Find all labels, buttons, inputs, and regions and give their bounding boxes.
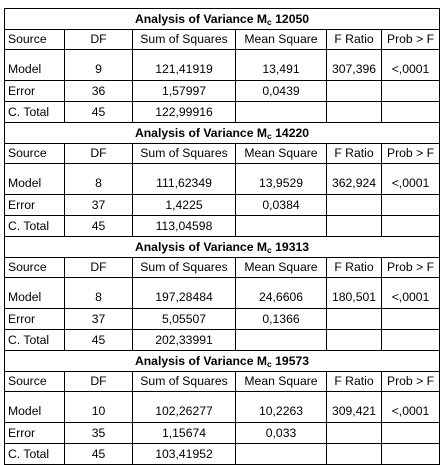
cell-source: C. Total — [5, 444, 65, 465]
cell-mean-square: 13,9529 — [236, 164, 327, 195]
model-row — [5, 50, 440, 81]
cell-mean-square — [236, 330, 327, 351]
cell-source: Error — [5, 309, 65, 330]
cell-source: Model — [5, 278, 65, 309]
cell-f-ratio — [327, 444, 382, 465]
cell-prob-f: <,0001 — [382, 50, 440, 81]
header-df: DF — [65, 372, 133, 392]
header-mean-square: Mean Square — [236, 30, 327, 50]
cell-prob-f — [382, 309, 440, 330]
cell-prob-f: <,0001 — [382, 164, 440, 195]
header-source: Source — [5, 30, 65, 50]
total-row — [5, 444, 440, 465]
cell-sum-of-squares: 113,04598 — [133, 216, 236, 237]
cell-prob-f — [382, 195, 440, 216]
cell-f-ratio — [327, 330, 382, 351]
cell-df: 8 — [65, 164, 133, 195]
cell-mean-square: 0,0384 — [236, 195, 327, 216]
title-prefix: Analysis of Variance M — [134, 239, 268, 254]
anova-title — [5, 351, 440, 372]
cell-df: 36 — [65, 81, 133, 102]
column-header-row — [5, 372, 440, 392]
cell-f-ratio: 307,396 — [327, 50, 382, 81]
anova-title — [5, 123, 440, 144]
header-prob-f: Prob > F — [382, 144, 440, 164]
cell-f-ratio — [327, 81, 382, 102]
anova-title — [5, 237, 440, 258]
model-row — [5, 164, 440, 195]
cell-f-ratio: 309,421 — [327, 392, 382, 423]
header-prob-f: Prob > F — [382, 30, 440, 50]
header-f-ratio: F Ratio — [327, 372, 382, 392]
cell-prob-f — [382, 216, 440, 237]
column-header-row — [5, 30, 440, 50]
error-row — [5, 195, 440, 216]
title-prefix: Analysis of Variance M — [134, 125, 268, 140]
cell-df: 35 — [65, 423, 133, 444]
error-row — [5, 81, 440, 102]
cell-df: 9 — [65, 50, 133, 81]
cell-prob-f: <,0001 — [382, 392, 440, 423]
title-subscript: c — [267, 130, 272, 141]
anova-title-row — [5, 123, 440, 144]
cell-df: 45 — [65, 216, 133, 237]
cell-prob-f — [382, 102, 440, 123]
header-sum-of-squares: Sum of Squares — [133, 372, 236, 392]
header-df: DF — [65, 30, 133, 50]
column-header-row — [5, 144, 440, 164]
model-row — [5, 392, 440, 423]
cell-sum-of-squares: 1,4225 — [133, 195, 236, 216]
cell-mean-square — [236, 444, 327, 465]
header-prob-f: Prob > F — [382, 372, 440, 392]
cell-mean-square: 0,1366 — [236, 309, 327, 330]
total-row — [5, 330, 440, 351]
error-row — [5, 309, 440, 330]
header-sum-of-squares: Sum of Squares — [133, 30, 236, 50]
column-header-row — [5, 258, 440, 278]
cell-mean-square: 0,033 — [236, 423, 327, 444]
title-prefix: Analysis of Variance M — [134, 353, 268, 368]
model-row — [5, 278, 440, 309]
cell-prob-f: <,0001 — [382, 278, 440, 309]
cell-mean-square: 10,2263 — [236, 392, 327, 423]
cell-sum-of-squares: 121,41919 — [133, 50, 236, 81]
header-sum-of-squares: Sum of Squares — [133, 144, 236, 164]
title-id: 14220 — [275, 125, 310, 140]
header-df: DF — [65, 258, 133, 278]
cell-sum-of-squares: 1,57997 — [133, 81, 236, 102]
anova-table — [4, 8, 440, 465]
cell-f-ratio — [327, 102, 382, 123]
header-mean-square: Mean Square — [236, 258, 327, 278]
anova-title-row — [5, 237, 440, 258]
cell-f-ratio — [327, 216, 382, 237]
header-mean-square: Mean Square — [236, 144, 327, 164]
cell-df: 37 — [65, 309, 133, 330]
cell-sum-of-squares: 1,15674 — [133, 423, 236, 444]
anova-title — [5, 9, 440, 30]
cell-prob-f — [382, 444, 440, 465]
title-id: 19573 — [275, 353, 310, 368]
cell-f-ratio: 180,501 — [327, 278, 382, 309]
cell-f-ratio — [327, 195, 382, 216]
cell-df: 8 — [65, 278, 133, 309]
anova-body — [5, 9, 440, 465]
header-prob-f: Prob > F — [382, 258, 440, 278]
cell-sum-of-squares: 111,62349 — [133, 164, 236, 195]
cell-source: Error — [5, 195, 65, 216]
header-f-ratio: F Ratio — [327, 144, 382, 164]
cell-source: C. Total — [5, 102, 65, 123]
cell-f-ratio — [327, 309, 382, 330]
title-prefix: Analysis of Variance M — [134, 11, 268, 26]
cell-f-ratio: 362,924 — [327, 164, 382, 195]
cell-source: Model — [5, 50, 65, 81]
title-id: 12050 — [275, 11, 310, 26]
total-row — [5, 216, 440, 237]
header-sum-of-squares: Sum of Squares — [133, 258, 236, 278]
cell-source: Model — [5, 392, 65, 423]
title-subscript: c — [267, 244, 272, 255]
cell-df: 45 — [65, 330, 133, 351]
title-id: 19313 — [275, 239, 310, 254]
cell-df: 45 — [65, 444, 133, 465]
cell-sum-of-squares: 122,99916 — [133, 102, 236, 123]
header-mean-square: Mean Square — [236, 372, 327, 392]
total-row — [5, 102, 440, 123]
cell-source: Model — [5, 164, 65, 195]
cell-df: 45 — [65, 102, 133, 123]
cell-sum-of-squares: 202,33991 — [133, 330, 236, 351]
anova-title-row — [5, 9, 440, 30]
anova-title-row — [5, 351, 440, 372]
cell-prob-f — [382, 81, 440, 102]
header-source: Source — [5, 372, 65, 392]
cell-mean-square: 0,0439 — [236, 81, 327, 102]
header-f-ratio: F Ratio — [327, 30, 382, 50]
error-row — [5, 423, 440, 444]
header-df: DF — [65, 144, 133, 164]
cell-df: 10 — [65, 392, 133, 423]
title-subscript: c — [267, 358, 272, 369]
cell-sum-of-squares: 103,41952 — [133, 444, 236, 465]
cell-mean-square — [236, 216, 327, 237]
cell-mean-square — [236, 102, 327, 123]
header-source: Source — [5, 144, 65, 164]
cell-mean-square: 13,491 — [236, 50, 327, 81]
cell-sum-of-squares: 197,28484 — [133, 278, 236, 309]
title-subscript: c — [267, 16, 272, 27]
cell-source: C. Total — [5, 330, 65, 351]
cell-f-ratio — [327, 423, 382, 444]
cell-df: 37 — [65, 195, 133, 216]
cell-source: C. Total — [5, 216, 65, 237]
cell-source: Error — [5, 81, 65, 102]
header-source: Source — [5, 258, 65, 278]
cell-prob-f — [382, 330, 440, 351]
cell-sum-of-squares: 5,05507 — [133, 309, 236, 330]
cell-prob-f — [382, 423, 440, 444]
header-f-ratio: F Ratio — [327, 258, 382, 278]
cell-source: Error — [5, 423, 65, 444]
cell-mean-square: 24,6606 — [236, 278, 327, 309]
cell-sum-of-squares: 102,26277 — [133, 392, 236, 423]
